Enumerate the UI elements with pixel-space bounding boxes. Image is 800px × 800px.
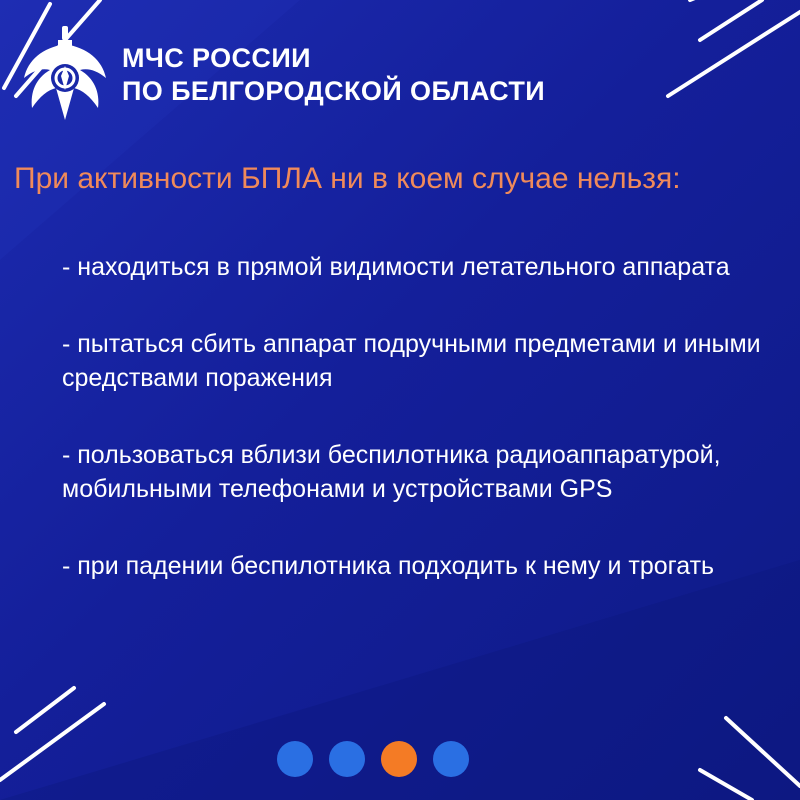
rule-item: - при падении беспилотника подходить к нему и трогать: [62, 552, 715, 580]
pagination-dot-1[interactable]: [277, 741, 313, 777]
headline: При активности БПЛА ни в коем случае нельзя:: [14, 162, 681, 195]
org-line-1: МЧС РОССИИ: [122, 43, 311, 73]
mchs-emblem-icon: [22, 26, 108, 122]
pagination-dot-2[interactable]: [329, 741, 365, 777]
organization-name: [122, 42, 545, 108]
org-line-2: ПО БЕЛГОРОДСКОЙ ОБЛАСТИ: [122, 76, 546, 106]
pagination-dots: [277, 741, 469, 777]
pagination-dot-3[interactable]: [381, 741, 417, 777]
pagination-dot-4[interactable]: [433, 741, 469, 777]
rule-item: - находиться в прямой видимости летательного аппарата: [62, 253, 730, 281]
rules-list: [62, 250, 782, 626]
rule-item: - пользоваться вблизи беспилотника радиоаппаратурой, мобильными телефонами и устройствами GPS: [62, 441, 721, 503]
rule-item: - пытаться сбить аппарат подручными предметами и иными средствами поражения: [62, 330, 761, 392]
